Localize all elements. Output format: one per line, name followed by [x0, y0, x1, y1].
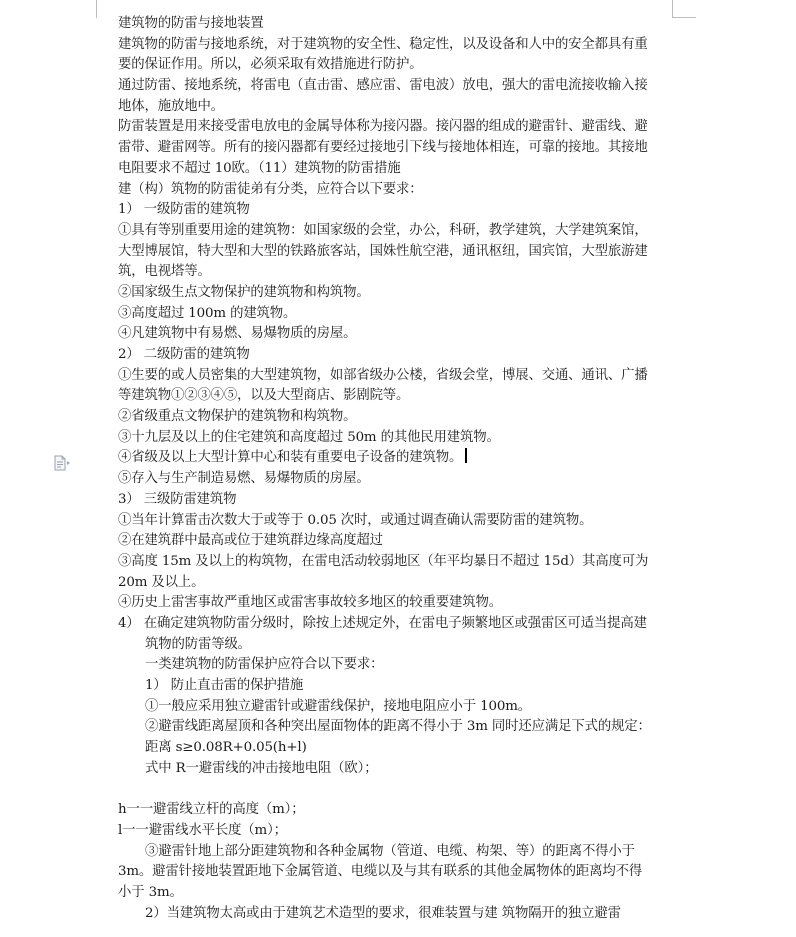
text-line: 建（构）筑物的防雷徒弟有分类，应符合以下要求： [118, 181, 423, 197]
text-line: 要的保证作用。所以，必须采取有效措施进行防护。 [118, 57, 423, 73]
text-line: ②国家级生点文物保护的建筑物和构筑物。 [118, 284, 370, 300]
text-line: ①一般应采用独立避雷针或避雷线保护，接地电阻应小于 100m。 [145, 698, 532, 714]
text-line: 筑物的防雷等级。 [145, 636, 251, 652]
text-line: ③十九层及以上的住宅建筑和高度超过 50m 的其他民用建筑物。 [118, 429, 500, 445]
text-line: ③避雷针地上部分距建筑物和各种金属物（管道、电缆、构架、等）的距离不得小于 [145, 843, 635, 859]
text-line: ⑤存入与生产制造易燃、易爆物质的房屋。 [118, 471, 370, 487]
text-line: 筑，电视塔等。 [118, 264, 211, 280]
text-line: 小于 3m。 [118, 884, 183, 900]
text-line: 式中 R一避雷线的冲击接地电阻（欧）； [145, 760, 378, 776]
text-line: ③高度超过 100m 的建筑物。 [118, 305, 297, 321]
text-line: ④省级及以上大型计算中心和装有重要电子设备的建筑物。 [118, 448, 678, 469]
text-line: h一一避雷线立杆的高度（m）； [118, 802, 305, 818]
document-note-icon[interactable] [53, 455, 71, 471]
text-line: 20m 及以上。 [118, 574, 205, 590]
text-line: ①生要的或人员密集的大型建筑物，如部省级办公楼，省级会堂，博展、交通、通讯、广播 [118, 367, 648, 383]
crop-mark-top-left [96, 0, 97, 18]
text-line: 电阻要求不超过 10欧。（11）建筑物的防雷措施 [118, 160, 401, 176]
text-line: 雷带、避雷网等。所有的接闪器都有要经过接地引下线与接地体相连，可靠的接地。其接地 [118, 140, 648, 156]
text-line: 地体，施放地中。 [118, 98, 224, 114]
text-line: l一一避雷线水平长度（m）； [118, 822, 287, 838]
text-line: ②省级重点文物保护的建筑物和构筑物。 [118, 409, 357, 425]
text-line: ①当年计算雷击次数大于或等于 0.05 次时，或通过调查确认需要防雷的建筑物。 [118, 512, 593, 528]
text-line: ②在建筑群中最高或位于建筑群边缘高度超过 [118, 533, 383, 549]
text-line: ④历史上雷害事故严重地区或雷害事故较多地区的较重要建筑物。 [118, 595, 502, 611]
text-line: 3） 三级防雷建筑物 [118, 491, 237, 507]
text-line: 4） 在确定建筑物防雷分级时，除按上述规定外，在雷电子频繁地区或强雷区可适当提高建 [118, 615, 647, 631]
text-line: 3m。避雷针接地装置距地下金属管道、电缆以及与其有联系的其他金属物体的距离均不得 [118, 864, 643, 880]
text-line: 通过防雷、接地系统，将雷电（直击雷、感应雷、雷电波）放电，强大的雷电流接收输入接 [118, 78, 648, 94]
text-line: 1） 防止直击雷的保护措施 [145, 678, 304, 693]
text-line: ③高度 15m 及以上的构筑物，在雷电活动较弱地区（年平均暴日不超过 15d）其高度可为 [118, 553, 649, 569]
text-line: ①具有等别重要用途的建筑物：如国家级的会堂，办公，科研，教学建筑，大学建筑案馆， [118, 222, 648, 238]
text-line: ④凡建筑物中有易燃、易爆物质的房屋。 [118, 326, 357, 342]
blank-line [118, 779, 678, 800]
text-line: 防雷装置是用来接受雷电放电的金属导体称为接闪器。接闪器的组成的避雷针、避雷线、避 [118, 119, 648, 135]
text-line: 2）当建筑物太高或由于建筑艺术造型的要求，很难装置与建 筑物隔开的独立避雷 [145, 905, 621, 921]
text-line: 2） 二级防雷的建筑物 [118, 347, 250, 362]
text-cursor [465, 448, 467, 463]
text-line: 建筑物的防雷与接地系统，对于建筑物的安全性、稳定性，以及设备和人中的安全都具有重 [118, 36, 648, 52]
text-line: 一类建筑物的防雷保护应符合以下要求： [145, 657, 384, 673]
text-line: 大型博展馆，特大型和大型的铁路旅客站，国姝性航空港，通讯枢纽，国宾馆，大型旅游建 [118, 243, 648, 259]
text-line: 建筑物的防雷与接地装置 [118, 16, 264, 31]
text-line: ②避雷线距离屋顶和各种突出屋面物体的距离不得小于 3m 同时还应满足下式的规定： [145, 719, 651, 735]
document-body[interactable] [118, 14, 678, 924]
text-line: 距离 s≥0.08R+0.05(h+l) [145, 740, 307, 756]
text-line: 等建筑物①②③④⑤，以及大型商店、影剧院等。 [118, 388, 410, 404]
text-line: 1） 一级防雷的建筑物 [118, 202, 250, 218]
